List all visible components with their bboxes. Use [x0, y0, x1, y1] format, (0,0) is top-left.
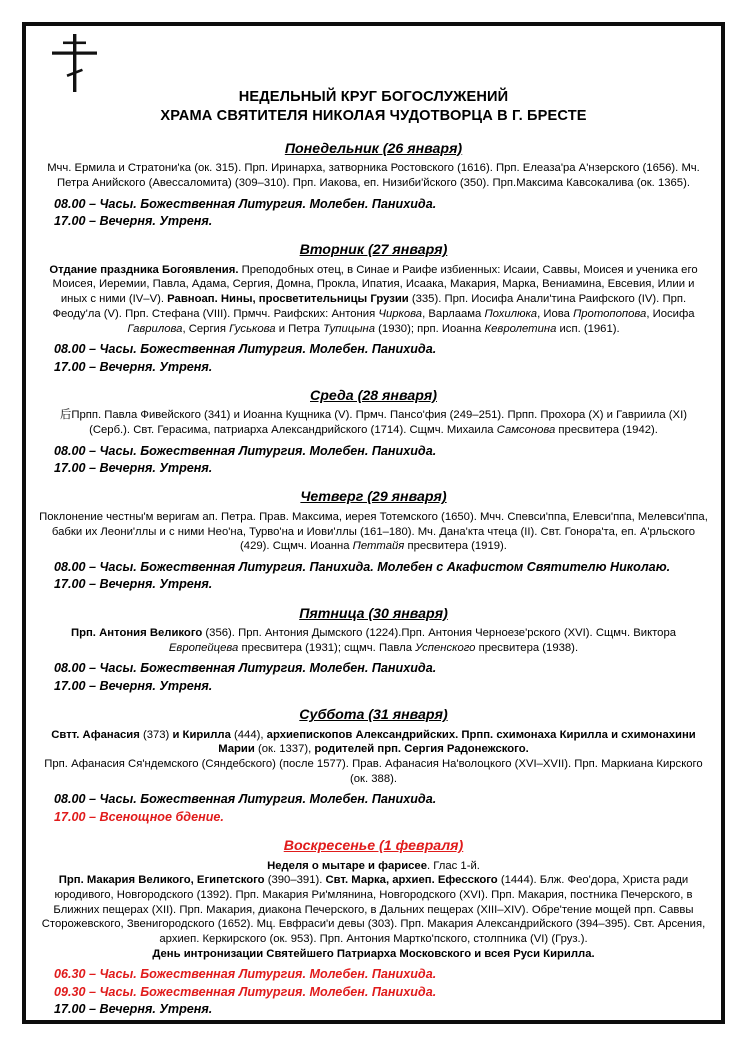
day-services-list — [26, 559, 721, 594]
day-block — [26, 387, 721, 478]
day-heading: Среда (28 января) — [310, 387, 437, 404]
day-services-list — [26, 791, 721, 826]
page-title — [26, 26, 721, 127]
service-time-line: 17.00 – Вечерня. Утреня. — [54, 213, 213, 228]
day-block — [26, 706, 721, 826]
service-time-line: 17.00 – Вечерня. Утреня. — [54, 577, 213, 592]
day-services-list — [26, 341, 721, 376]
service-time-line: 17.00 – Вечерня. Утреня. — [54, 461, 213, 476]
service-time-line: 17.00 – Вечерня. Утреня. — [54, 1002, 213, 1017]
service-time-line: 09.30 – Часы. Божественная Литургия. Молебен. Панихида. — [54, 984, 437, 999]
poster-frame — [22, 22, 725, 1024]
service-time-line: 08.00 – Часы. Божественная Литургия. Панихида. Молебен с Акафистом Святителю Николаю. — [54, 559, 671, 574]
service-time-line: 08.00 – Часы. Божественная Литургия. Молебен. Панихида. — [54, 196, 437, 211]
day-saints-text: Мчч. Ермила и Стратони'ка (ок. 315). Прп. Иринарха, затворника Ростовского (1616). Прп. Елеаза'ра А'нзерского (1656). Мч. Петра Анийского (Авессаломита) (309–310). Прп. Иакова, еп. Низиби'йского (350). Прп.Максима Кавсокалива (ок. 1365). — [47, 162, 700, 189]
day-heading: Понедельник (26 января) — [284, 140, 463, 157]
day-services-list — [26, 966, 721, 1018]
orthodox-cross-icon — [48, 32, 104, 94]
service-time-line: 08.00 – Часы. Божественная Литургия. Молебен. Панихида. — [54, 443, 437, 458]
day-saints-text: Отдание праздника Богоявления. Преподобных отец, в Синае и Раифе избиенных: Исаии, Саввы, Моисея и ученика его Моисея, Иеремии, Павла, Адама, Сергия, Домна, Прокла, Ипатия, Исаака, Макария, Марка, Вениамина, Евсевия, Илии и иных с ними (IV–V). Равноап. Нины, просветительницы Грузии (335). Прп. Иосифа Анали'тина Раифского (IV). Прп. Феоду'ла (V). Прп. Стефана (VIII). Прмчч. Раифских: Антония Чиркова, Варлаама Похилюка, Иова Протопопова, Иосифа Гаврилова, Сергия Гуськова и Петра Тупицына (1930); прп. Иоанна Кевролетина исп. (1961). — [49, 263, 698, 335]
day-heading: Вторник (27 января) — [299, 242, 448, 259]
day-block — [26, 837, 721, 1018]
day-block — [26, 605, 721, 696]
day-heading: Пятница (30 января) — [299, 605, 448, 622]
day-heading: Воскресенье (1 февраля) — [283, 838, 464, 855]
day-saints-text: Поклонение честны'м веригам ап. Петра. Прав. Максима, иерея Тотемского (1650). Мчч. Спевси'ппа, Елевси'ппа, Мелевси'ппа, бабки их Леони'ллы и с ними Нео'на, Турво'на и Иови'ллы (161–180). Мч. Дана'кта чтеца (II). Свт. Гонора'та, еп. А'рльского (429). Сщмч. Иоанна Петтайя пресвитера (1919). — [39, 510, 708, 553]
day-block — [26, 140, 721, 231]
day-saints-text: Неделя о мытаре и фарисее. Глас 1-й. Прп. Макария Великого, Египетского (390–391). Свт. Марка, архиеп. Ефесского (1444). Блж. Фео'дора, Христа ради юродивого, Новгородского (1392). Прп. Макария Ри'млянина, Новгородского (XVI). Прп. Макария, постника Печерского, в Ближних пещерах (XII). Прп. Макария, диакона Печерского, в Дальних пещерах (XIII–XIV). Обре'тение мощей прп. Саввы Сторожевского, Звенигородского (1652). Мц. Евфраси'и девы (303). Прп. Макария Александрийского (394–395). Свт. Арсения, архиеп. Керкирского (ок. 953). Прп. Антония Мартко'пского, столпника (VI) (Груз.). День интронизации Святейшего Патриарха Московского и всея Руси Кирилла. — [41, 859, 706, 960]
schedule-days-list — [26, 140, 721, 1019]
day-services-list — [26, 196, 721, 231]
title-line-1: НЕДЕЛЬНЫЙ КРУГ БОГОСЛУЖЕНИЙ — [238, 89, 509, 105]
day-block — [26, 488, 721, 593]
title-line-2: ХРАМА СВЯТИТЕЛЯ НИКОЛАЯ ЧУДОТВОРЦА В Г. БРЕСТЕ — [160, 108, 587, 125]
day-saints-text: Прп. Антония Великого (356). Прп. Антония Дымского (1224).Прп. Антония Черноезе'рского (XVI). Сщмч. Виктора Европейцева пресвитера (1931); сщмч. Павла Успенского пресвитера (1938). — [70, 627, 677, 654]
day-block — [26, 241, 721, 376]
day-heading: Суббота (31 января) — [299, 707, 448, 724]
service-time-line: 08.00 – Часы. Божественная Литургия. Молебен. Панихида. — [54, 342, 437, 357]
service-time-line: 17.00 – Вечерня. Утреня. — [54, 359, 213, 374]
day-services-list — [26, 443, 721, 478]
day-saints-text: Свтт. Афанасия (373) и Кирилла (444), архиепископов Александрийских. Прпп. схимонаха Кирилла и схимонахини Марии (ок. 1337), родителей прп. Сергия Радонежского. Прп. Афанасия Ся'ндемского (Сяндебского) (после 1577). Прав. Афанасия На'волоцкого (XVI–XVII). Прп. Маркиана Кирского (ок. 388). — [44, 728, 703, 785]
service-time-line: 08.00 – Часы. Божественная Литургия. Молебен. Панихида. — [54, 661, 437, 676]
service-time-line: 06.30 – Часы. Божественная Литургия. Молебен. Панихида. — [54, 967, 437, 982]
service-time-line: 17.00 – Всенощное бдение. — [54, 809, 224, 824]
day-services-list — [26, 660, 721, 695]
service-time-line: 08.00 – Часы. Божественная Литургия. Молебен. Панихида. — [54, 792, 437, 807]
service-time-line: 17.00 – Вечерня. Утреня. — [54, 678, 213, 693]
day-heading: Четверг (29 января) — [300, 489, 447, 506]
day-saints-text: 后Прпп. Павла Фивейского (341) и Иоанна Кущника (V). Прмч. Пансо'фия (249–251). Прпп. Прохора (X) и Гавриила (XI) (Серб.). Свт. Герасима, патриарха Александрийского (1714). Сщмч. Михаила Самсонова пресвитера (1942). — [60, 409, 687, 437]
